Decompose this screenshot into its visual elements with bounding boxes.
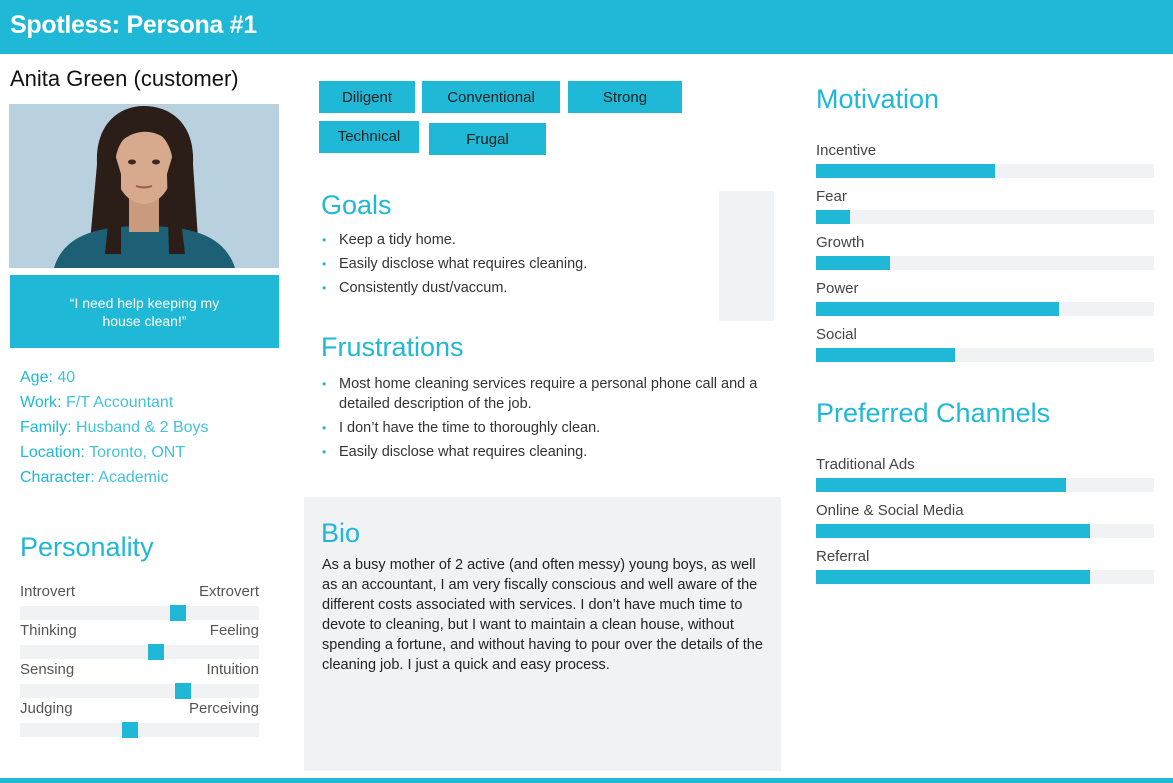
- motivation-bar-track: [816, 256, 1154, 270]
- trait-tag: Diligent: [319, 81, 415, 113]
- bio-heading: Bio: [321, 518, 361, 548]
- personality-slider-knob: [148, 644, 164, 660]
- trait-tag: Technical: [319, 121, 419, 153]
- motivation-bar-fill: [816, 348, 955, 362]
- channel-bar-track: [816, 524, 1154, 538]
- header-bar: [0, 0, 1173, 54]
- personality-slider-knob: [175, 683, 191, 699]
- personality-track: [20, 684, 259, 698]
- channel-bar-label: Traditional Ads: [816, 456, 915, 473]
- personality-heading: Personality: [20, 532, 154, 562]
- motivation-bar-label: Social: [816, 326, 857, 343]
- fact-character: Character: Academic: [20, 469, 169, 486]
- trait-tag: Strong: [568, 81, 682, 113]
- motivation-bar-fill: [816, 210, 850, 224]
- fact-family: Family: Husband & 2 Boys: [20, 419, 209, 436]
- motivation-bar-label: Growth: [816, 234, 865, 251]
- motivation-bar-track: [816, 164, 1154, 178]
- personality-right-label: Extrovert: [198, 583, 259, 600]
- trait-tag: Frugal: [429, 123, 546, 155]
- goals-list: [322, 230, 702, 302]
- personality-track: [20, 606, 259, 620]
- channels-heading: Preferred Channels: [816, 398, 1051, 428]
- fact-age: Age: 40: [20, 369, 76, 386]
- personality-slider-knob: [122, 722, 138, 738]
- personality-right-label: Perceiving: [188, 700, 259, 717]
- channel-bar-track: [816, 570, 1154, 584]
- motivation-bar-fill: [816, 302, 1059, 316]
- frustrations-heading: Frustrations: [321, 332, 464, 362]
- personality-track: [20, 723, 259, 737]
- motivation-bar-label: Fear: [816, 188, 847, 205]
- placeholder-panel: [719, 191, 774, 321]
- persona-name: Anita Green (customer): [10, 66, 239, 91]
- channel-bar-track: [816, 478, 1154, 492]
- motivation-heading: Motivation: [816, 84, 940, 114]
- motivation-bar-track: [816, 348, 1154, 362]
- list-item: • Easily disclose what requires cleaning.: [322, 442, 772, 462]
- bottom-border: [0, 778, 1173, 783]
- channel-bar-label: Online & Social Media: [816, 502, 964, 519]
- bio-text: As a busy mother of 2 active (and often messy) young boys, as well as an accountant, I am very fiscally conscious and well aware of the different costs associated with services. I don’t have much time to devote to cleaning, but I want to maintain a clean house, without spending a fortune, and without having to pour over the details of the cleaning job. I just a quick and easy process.: [322, 557, 763, 673]
- motivation-bar-fill: [816, 164, 995, 178]
- page-title: Spotless: Persona #1: [10, 11, 257, 39]
- fact-work: Work: F/T Accountant: [20, 394, 174, 411]
- list-item: • Easily disclose what requires cleaning.: [322, 254, 702, 274]
- list-item: • Keep a tidy home.: [322, 230, 702, 250]
- personality-track: [20, 645, 259, 659]
- persona-photo: [9, 104, 279, 268]
- motivation-bar-label: Incentive: [816, 142, 877, 159]
- list-item: • I don’t have the time to thoroughly clean.: [322, 418, 772, 438]
- trait-tag: Conventional: [422, 81, 560, 113]
- channel-bar-label: Referral: [816, 548, 870, 565]
- motivation-bar-track: [816, 210, 1154, 224]
- portrait-illustration: [9, 104, 279, 268]
- frustrations-list: [322, 374, 772, 466]
- channel-bar-fill: [816, 478, 1066, 492]
- fact-location: Location: Toronto, ONT: [20, 444, 186, 461]
- list-item: • Most home cleaning services require a personal phone call and a detailed description of the job.: [322, 374, 772, 414]
- motivation-bar-track: [816, 302, 1154, 316]
- personality-left-label: Judging: [20, 700, 73, 717]
- persona-quote: “I need help keeping my house clean!”: [10, 275, 279, 348]
- persona-facts: [20, 365, 209, 490]
- personality-left-label: Thinking: [20, 622, 77, 639]
- personality-left-label: Sensing: [20, 661, 75, 678]
- channel-bar-fill: [816, 524, 1090, 538]
- goals-heading: Goals: [321, 190, 392, 220]
- personality-right-label: Intuition: [206, 661, 259, 678]
- list-item: • Consistently dust/vaccum.: [322, 278, 702, 298]
- personality-left-label: Introvert: [20, 583, 76, 600]
- personality-right-label: Feeling: [209, 622, 259, 639]
- motivation-bar-fill: [816, 256, 890, 270]
- channel-bar-fill: [816, 570, 1090, 584]
- personality-slider-knob: [170, 605, 186, 621]
- motivation-bar-label: Power: [816, 280, 859, 297]
